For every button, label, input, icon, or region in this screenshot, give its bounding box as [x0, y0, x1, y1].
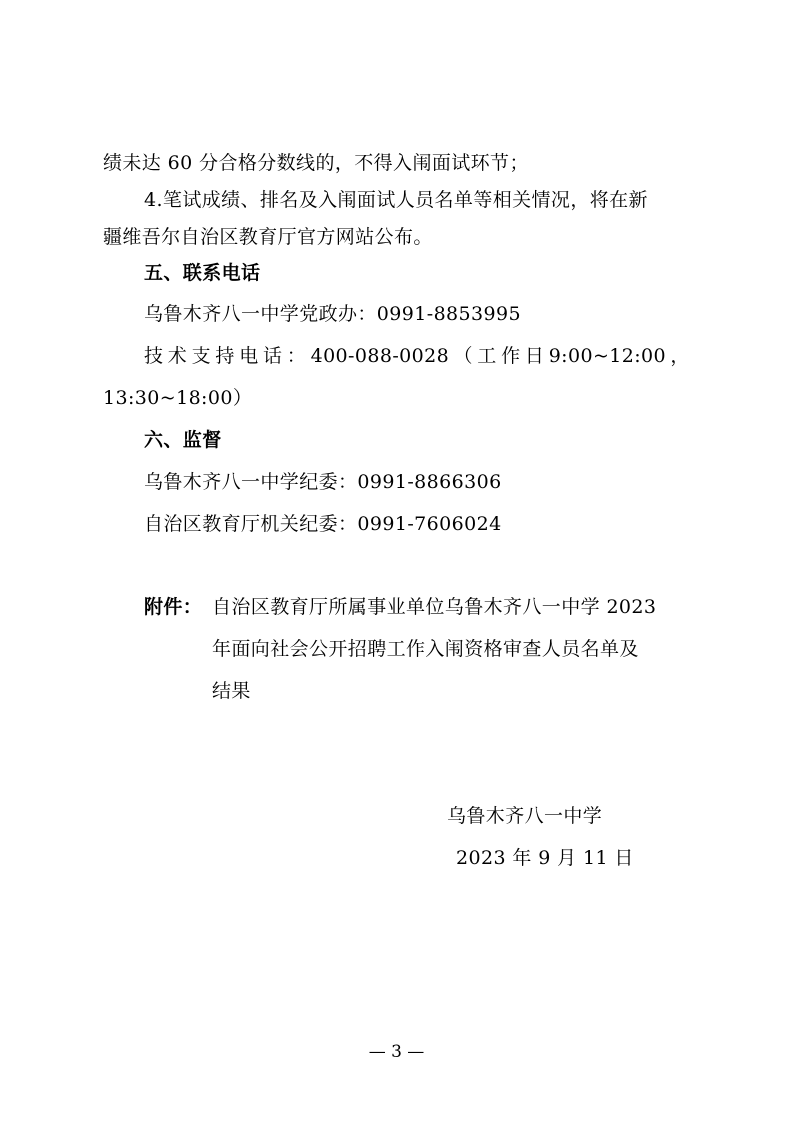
supervision-dept-phone: 自治区教育厅机关纪委：0991-7606024 — [144, 513, 502, 535]
prev-item-continuation: 绩未达 60 分合格分数线的，不得入闱面试环节； — [103, 152, 529, 174]
support-part: （ — [453, 345, 473, 367]
support-part: 术 — [167, 345, 188, 367]
support-part: 作 — [501, 345, 521, 367]
page-number: — 3 — — [368, 1042, 425, 1062]
support-part: 技 — [144, 345, 164, 367]
item-4-line-1: 4.笔试成绩、排名及入闱面试人员名单等相关情况，将在新 — [144, 189, 648, 211]
support-part: 电 — [239, 345, 259, 367]
support-part: 工 — [477, 345, 497, 367]
signature-organization: 乌鲁木齐八一中学 — [447, 805, 603, 827]
item-4-line-2: 疆维吾尔自治区教育厅官方网站公布。 — [103, 226, 433, 248]
contact-support-hours-cont: 13:30~18:00） — [103, 387, 253, 409]
attachment-title-line-3: 结果 — [212, 680, 251, 702]
signature-date: 2023 年 9 月 11 日 — [456, 847, 634, 869]
section-heading-contact: 五、联系电话 — [144, 262, 261, 284]
supervision-school-phone: 乌鲁木齐八一中学纪委：0991-8866306 — [144, 471, 502, 493]
support-part: 400-088-0028 — [310, 345, 450, 367]
support-part: 支 — [191, 345, 211, 367]
support-part: 9:00~12:00 — [548, 345, 667, 367]
support-part: 日 — [524, 345, 545, 367]
contact-office-phone: 乌鲁木齐八一中学党政办：0991-8853995 — [144, 303, 521, 325]
attachment-title-line-1: 自治区教育厅所属事业单位乌鲁木齐八一中学 2023 — [212, 596, 657, 618]
support-part: ： — [286, 345, 307, 367]
attachment-title-line-2: 年面向社会公开招聘工作入闱资格审查人员名单及 — [212, 638, 639, 660]
contact-support-phone — [144, 342, 690, 370]
support-part: 持 — [215, 345, 235, 367]
section-heading-supervision: 六、监督 — [144, 429, 222, 451]
support-part: ， — [670, 345, 690, 367]
support-part: 话 — [262, 345, 283, 367]
attachment-label: 附件： — [144, 596, 203, 618]
